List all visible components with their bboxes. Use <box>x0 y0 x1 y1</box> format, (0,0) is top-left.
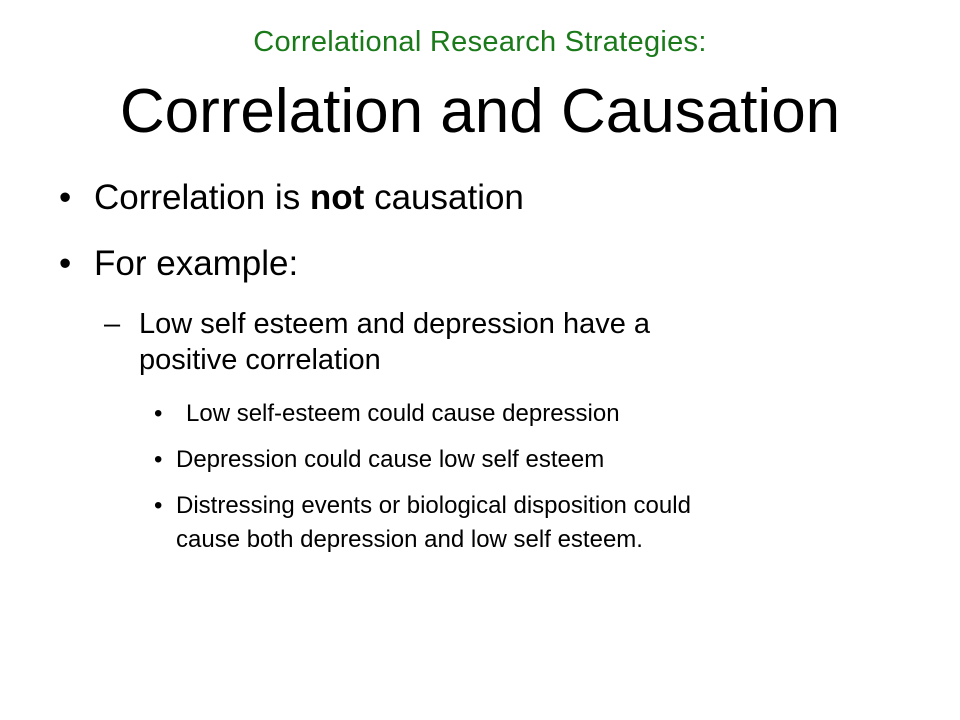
subsubbullet-line2: cause both depression and low self esteem. <box>176 526 643 553</box>
slide-subtitle: Correlational Research Strategies: <box>253 26 707 58</box>
bullet-text-before: Correlation is <box>94 178 310 217</box>
bullet-text: For example: <box>94 244 299 283</box>
bullet-marker: • <box>59 244 72 283</box>
bullet-text-after: causation <box>364 178 524 217</box>
subbullet-line2: positive correlation <box>139 344 381 376</box>
bullet-marker: • <box>154 446 163 473</box>
subsubbullet-text: Low self-esteem could cause depression <box>186 400 620 427</box>
dash-marker: – <box>104 308 121 340</box>
bullet-marker: • <box>154 400 163 427</box>
subsubbullet-text: Depression could cause low self esteem <box>176 446 605 473</box>
bullet-text-bold: not <box>309 178 365 217</box>
bullet-marker: • <box>59 178 72 217</box>
subbullet-line1: Low self esteem and depression have a <box>139 308 651 340</box>
subsubbullet-line1: Distressing events or biological disposition could <box>176 492 691 519</box>
slide-title: Correlation and Causation <box>119 77 841 146</box>
bullet-marker: • <box>154 492 163 519</box>
bullet-text <box>94 178 524 218</box>
